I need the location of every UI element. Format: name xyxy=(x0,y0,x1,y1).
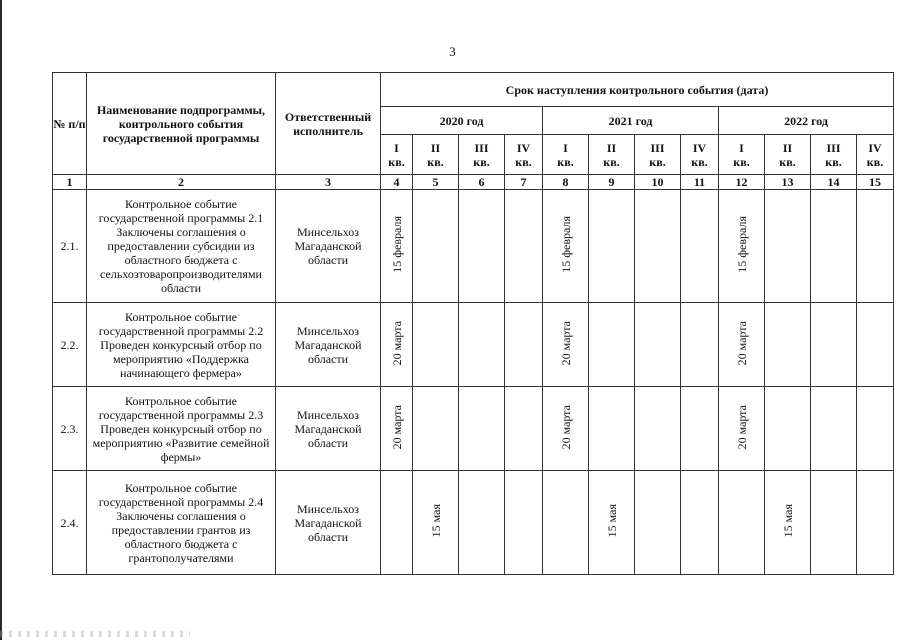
header-quarter: IV кв. xyxy=(857,135,894,175)
quarter-date-cell xyxy=(635,387,681,471)
quarter-date-cell xyxy=(459,471,505,575)
column-number: 11 xyxy=(681,175,719,190)
quarter-date-cell xyxy=(719,471,765,575)
row-number: 2.1. xyxy=(53,190,87,303)
event-name: Контрольное событие государственной программы 2.2 Проведен конкурсный отбор по мероприятию «Поддержка начинающего фермера» xyxy=(87,303,276,387)
quarter-date-cell xyxy=(857,471,894,575)
column-number: 7 xyxy=(505,175,543,190)
column-number: 5 xyxy=(413,175,459,190)
column-number: 3 xyxy=(276,175,381,190)
header-quarter: IV кв. xyxy=(505,135,543,175)
event-date: 15 мая xyxy=(428,504,443,538)
header-quarter: II кв. xyxy=(765,135,811,175)
column-number: 2 xyxy=(87,175,276,190)
header-quarter: IV кв. xyxy=(681,135,719,175)
header-responsible: Ответственный исполнитель xyxy=(276,73,381,175)
header-quarter: III кв. xyxy=(635,135,681,175)
quarter-date-cell xyxy=(505,387,543,471)
header-quarter: III кв. xyxy=(459,135,505,175)
column-number: 12 xyxy=(719,175,765,190)
column-number: 13 xyxy=(765,175,811,190)
table-row xyxy=(53,303,894,387)
column-number: 8 xyxy=(543,175,589,190)
quarter-date-cell xyxy=(381,303,413,387)
event-name: Контрольное событие государственной программы 2.3 Проведен конкурсный отбор по мероприятию «Развитие семейной фермы» xyxy=(87,387,276,471)
header-num: № п/п xyxy=(53,73,87,175)
quarter-date-cell xyxy=(505,471,543,575)
quarter-date-cell xyxy=(543,471,589,575)
table-row xyxy=(53,471,894,575)
header-year-2020: 2020 год xyxy=(381,107,543,135)
quarter-date-cell xyxy=(719,387,765,471)
quarter-date-cell xyxy=(719,303,765,387)
responsible-executor: Минсельхоз Магаданской области xyxy=(276,471,381,575)
event-name: Контрольное событие государственной программы 2.4 Заключены соглашения о предоставлении грантов из областного бюджета с грантополучателями xyxy=(87,471,276,575)
quarter-date-cell xyxy=(381,471,413,575)
quarter-date-cell xyxy=(413,471,459,575)
control-events-table xyxy=(52,72,894,575)
row-number: 2.3. xyxy=(53,387,87,471)
table-row xyxy=(53,190,894,303)
column-number: 15 xyxy=(857,175,894,190)
header-quarter: II кв. xyxy=(413,135,459,175)
quarter-date-cell xyxy=(589,303,635,387)
event-date: 20 марта xyxy=(389,404,404,450)
quarter-date-cell xyxy=(811,303,857,387)
column-number: 9 xyxy=(589,175,635,190)
quarter-date-cell xyxy=(459,190,505,303)
header-name: Наименование подпрограммы, контрольного события государственной программы xyxy=(87,73,276,175)
column-number: 1 xyxy=(53,175,87,190)
page-number: 3 xyxy=(449,44,456,59)
quarter-date-cell xyxy=(413,387,459,471)
header-quarter: II кв. xyxy=(589,135,635,175)
header-quarter: I кв. xyxy=(543,135,589,175)
quarter-date-cell xyxy=(857,303,894,387)
header-year-2021: 2021 год xyxy=(543,107,719,135)
scan-left-edge xyxy=(0,0,2,640)
responsible-executor: Минсельхоз Магаданской области xyxy=(276,303,381,387)
quarter-date-cell xyxy=(765,387,811,471)
header-deadline: Срок наступления контрольного события (дата) xyxy=(381,73,894,107)
header-quarter: I кв. xyxy=(381,135,413,175)
event-date: 20 марта xyxy=(734,320,749,366)
quarter-date-cell xyxy=(589,190,635,303)
event-date: 20 марта xyxy=(734,404,749,450)
quarter-date-cell xyxy=(543,387,589,471)
event-date: 15 февраля xyxy=(558,216,573,273)
quarter-date-cell xyxy=(719,190,765,303)
column-number: 10 xyxy=(635,175,681,190)
quarter-date-cell xyxy=(413,190,459,303)
responsible-executor: Минсельхоз Магаданской области xyxy=(276,387,381,471)
quarter-date-cell xyxy=(381,387,413,471)
column-number: 4 xyxy=(381,175,413,190)
quarter-date-cell xyxy=(543,190,589,303)
quarter-date-cell xyxy=(505,190,543,303)
column-number: 14 xyxy=(811,175,857,190)
quarter-date-cell xyxy=(635,471,681,575)
responsible-executor: Минсельхоз Магаданской области xyxy=(276,190,381,303)
quarter-date-cell xyxy=(635,190,681,303)
quarter-date-cell xyxy=(765,471,811,575)
event-date: 20 марта xyxy=(558,404,573,450)
scan-artifact xyxy=(0,631,190,637)
quarter-date-cell xyxy=(681,190,719,303)
row-number: 2.2. xyxy=(53,303,87,387)
event-date: 15 мая xyxy=(604,504,619,538)
quarter-date-cell xyxy=(459,303,505,387)
table-row xyxy=(53,387,894,471)
quarter-date-cell xyxy=(505,303,543,387)
quarter-date-cell xyxy=(811,190,857,303)
quarter-date-cell xyxy=(681,471,719,575)
quarter-date-cell xyxy=(681,303,719,387)
row-number: 2.4. xyxy=(53,471,87,575)
event-date: 15 февраля xyxy=(734,216,749,273)
quarter-date-cell xyxy=(811,471,857,575)
quarter-date-cell xyxy=(635,303,681,387)
event-date: 20 марта xyxy=(389,320,404,366)
quarter-date-cell xyxy=(765,190,811,303)
quarter-date-cell xyxy=(459,387,505,471)
header-year-2022: 2022 год xyxy=(719,107,894,135)
quarter-date-cell xyxy=(811,387,857,471)
quarter-date-cell xyxy=(857,190,894,303)
quarter-date-cell xyxy=(413,303,459,387)
quarter-date-cell xyxy=(543,303,589,387)
header-quarter: III кв. xyxy=(811,135,857,175)
event-date: 15 мая xyxy=(780,504,795,538)
header-quarter: I кв. xyxy=(719,135,765,175)
quarter-date-cell xyxy=(381,190,413,303)
quarter-date-cell xyxy=(857,387,894,471)
quarter-date-cell xyxy=(589,387,635,471)
quarter-date-cell xyxy=(589,471,635,575)
event-date: 15 февраля xyxy=(389,216,404,273)
quarter-date-cell xyxy=(765,303,811,387)
quarter-date-cell xyxy=(681,387,719,471)
event-name: Контрольное событие государственной программы 2.1 Заключены соглашения о предоставлении субсидии из областного бюджета с сельхозтоваропроизводителями области xyxy=(87,190,276,303)
column-number: 6 xyxy=(459,175,505,190)
event-date: 20 марта xyxy=(558,320,573,366)
